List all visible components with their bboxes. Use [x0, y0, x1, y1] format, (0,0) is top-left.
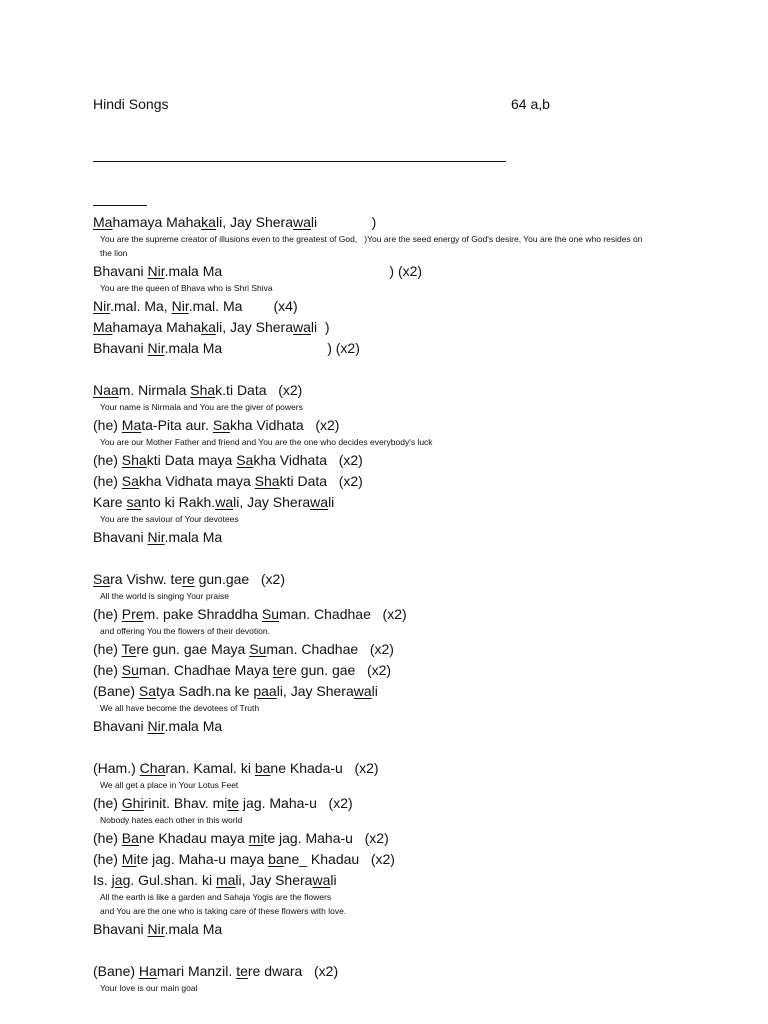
lyric-text: jag. Maha-u (x2) [239, 795, 353, 811]
lyric-text: (Ham.) [93, 760, 140, 776]
lyric-line [93, 569, 693, 590]
stressed-syllable: Nir [147, 921, 165, 937]
lyric-line [93, 415, 693, 436]
translation-note: All the world is singing Your praise [100, 591, 229, 601]
lyrics-body [93, 212, 693, 996]
lyric-line [93, 492, 693, 513]
stressed-syllable: ba [268, 851, 284, 867]
lyric-text: (he) [93, 641, 122, 657]
stressed-syllable: Sa [212, 417, 230, 433]
lyric-line [93, 639, 693, 660]
stressed-syllable: paa [253, 683, 277, 699]
lyric-text: .mal. Ma (x4) [188, 298, 298, 314]
section-divider [93, 205, 147, 206]
stressed-syllable: te [227, 795, 240, 811]
stressed-syllable: Ma [93, 319, 113, 335]
lyric-text: Bhavani [93, 718, 148, 734]
lyric-line [93, 849, 693, 870]
stressed-syllable: wa [293, 319, 311, 335]
stressed-syllable: Cha [139, 760, 166, 776]
lyric-line [93, 604, 693, 625]
lyric-line [93, 716, 693, 737]
stressed-syllable: Su [261, 606, 280, 622]
translation-note: and You are the one who is taking care of these flowers with love. [100, 906, 347, 916]
stressed-syllable: Nir [171, 298, 189, 314]
lyric-text: m. Nirmala [118, 382, 191, 398]
translation-note: Your name is Nirmala and You are the giver of powers [100, 402, 303, 412]
lyric-text: mari Manzil. [156, 963, 237, 979]
lyric-text: (he) [93, 417, 122, 433]
lyric-text: (Bane) [93, 683, 139, 699]
lyric-line [93, 660, 693, 681]
translation-note: Nobody hates each other in this world [100, 815, 243, 825]
lyric-text: (he) [93, 795, 122, 811]
lyric-text: .mala Ma ) (x2) [164, 263, 423, 279]
lyric-text: .mala Ma ) (x2) [164, 340, 360, 356]
lyric-line [93, 317, 693, 338]
stressed-syllable: Ma [121, 417, 142, 433]
stressed-syllable: Ma [93, 214, 113, 230]
translation-note: You are our Mother Father and friend and You are the one who decides everybody's luck [100, 437, 433, 447]
lyric-line [93, 870, 693, 891]
lyric-text: nto ki Rakh. [141, 494, 216, 510]
lyric-text: kti Data (x2) [279, 473, 363, 489]
translation-note: Your love is our main goal [100, 983, 198, 993]
lyric-text: te jag. Maha-u maya [136, 851, 269, 867]
stressed-syllable: wa [293, 214, 311, 230]
lyric-text: k.ti Data (x2) [215, 382, 303, 398]
lyric-line [93, 758, 693, 779]
stanza-gap [93, 359, 693, 380]
lyric-text: Kare [93, 494, 127, 510]
stressed-syllable: Nir [93, 298, 111, 314]
lyric-text: li, Jay Shera [233, 494, 311, 510]
stressed-syllable: Sha [190, 382, 216, 398]
lyric-line [93, 527, 693, 548]
lyric-line [93, 919, 693, 940]
stressed-syllable: Nir [147, 718, 165, 734]
lyric-text: .mal. Ma, [110, 298, 172, 314]
lyric-text: (he) [93, 606, 122, 622]
lyric-line [93, 681, 693, 702]
stressed-syllable: Su [121, 662, 139, 678]
lyric-text: g. Gul.shan. ki [122, 872, 216, 888]
stressed-syllable: ba [254, 760, 271, 776]
stressed-syllable: mi [248, 830, 264, 846]
lyric-line [93, 450, 693, 471]
stressed-syllable: wa [310, 494, 329, 510]
lyric-text: ne Khada-u (x2) [270, 760, 379, 776]
lyric-text: li, Jay Shera [276, 683, 354, 699]
translation-note: and offering You the flowers of their devotion. [100, 626, 270, 636]
lyric-line [93, 471, 693, 492]
lyric-text: kha Vidhata (x2) [253, 452, 363, 468]
lyric-text: re gun. gae Maya [136, 641, 250, 657]
stressed-syllable: Nir [147, 529, 165, 545]
lyric-line [93, 961, 693, 982]
header-divider [93, 161, 506, 162]
stressed-syllable: Nir [147, 263, 165, 279]
stressed-syllable: ja [111, 872, 123, 888]
lyric-line [93, 828, 693, 849]
stressed-syllable: Naa [93, 382, 119, 398]
translation-note: You are the queen of Bhava who is Shri Shiva [100, 283, 273, 293]
stressed-syllable: Sa [121, 473, 139, 489]
lyric-line [93, 380, 693, 401]
lyric-text: (he) [93, 830, 122, 846]
stressed-syllable: Sha [254, 473, 280, 489]
lyric-text: te jag. Maha-u (x2) [263, 830, 389, 846]
lyric-text: re gun. gae (x2) [284, 662, 392, 678]
stressed-syllable: Te [121, 641, 137, 657]
lyric-text: ne_ Khadau (x2) [283, 851, 395, 867]
stressed-syllable: Sha [121, 452, 147, 468]
lyric-text: Is. [93, 872, 112, 888]
stanza-gap [93, 940, 693, 961]
stressed-syllable: te [236, 963, 248, 979]
lyric-text: re dwara (x2) [247, 963, 339, 979]
lyric-text: li ) [310, 319, 330, 335]
lyric-text: (he) [93, 851, 122, 867]
lyric-text: m. pake Shraddha [143, 606, 262, 622]
lyric-text: tya Sadh.na ke [156, 683, 254, 699]
stressed-syllable: sa [126, 494, 142, 510]
lyric-text: .mala Ma [164, 718, 223, 734]
lyric-text: .mala Ma [164, 529, 223, 545]
lyric-text: .mala Ma [164, 921, 223, 937]
stressed-syllable: Ba [121, 830, 139, 846]
lyric-text: gun.gae (x2) [194, 571, 285, 587]
translation-note: the lion [100, 248, 128, 258]
stressed-syllable: ka [201, 214, 216, 230]
lyric-text: (he) [93, 662, 122, 678]
lyric-text: kti Data maya [146, 452, 237, 468]
lyric-text: ne Khadau maya [138, 830, 249, 846]
lyric-text: li [328, 494, 335, 510]
lyric-text: Bhavani [93, 263, 148, 279]
stressed-syllable: wa [353, 683, 372, 699]
stressed-syllable: wa [215, 494, 234, 510]
lyric-text: man. Chadhae (x2) [266, 641, 394, 657]
stressed-syllable: Ghi [121, 795, 144, 811]
stressed-syllable: Sa [138, 683, 157, 699]
lyric-text: kha Vidhata (x2) [229, 417, 340, 433]
lyric-line [93, 338, 693, 359]
stanza-gap [93, 548, 693, 569]
lyric-text: li [371, 683, 378, 699]
lyric-text: ran. Kamal. ki [165, 760, 255, 776]
lyric-text: li, Jay Shera [215, 214, 294, 230]
lyric-text: li, Jay Shera [215, 319, 294, 335]
lyric-text: Bhavani [93, 529, 148, 545]
stressed-syllable: re [182, 571, 195, 587]
lyric-text: man. Chadhae Maya [138, 662, 273, 678]
translation-note: You are the saviour of Your devotees [100, 514, 239, 524]
stressed-syllable: Sa [236, 452, 254, 468]
stressed-syllable: ka [201, 319, 216, 335]
lyric-text: ra Vishw. te [110, 571, 183, 587]
stanza-gap [93, 737, 693, 758]
stressed-syllable: wa [312, 872, 331, 888]
translation-note: You are the supreme creator of illusions even to the greatest of God, )You are the seed energy of God's desire, You are the one who resides on [100, 234, 643, 244]
stressed-syllable: ma [215, 872, 236, 888]
lyric-text: li, Jay Shera [235, 872, 313, 888]
lyric-text: Bhavani [93, 340, 148, 356]
lyric-text: kha Vidhata maya [138, 473, 255, 489]
lyric-text: Bhavani [93, 921, 148, 937]
lyric-line [93, 261, 693, 282]
translation-note: We all get a place in Your Lotus Feet [100, 780, 239, 790]
stressed-syllable: Pre [121, 606, 144, 622]
lyric-text: (Bane) [93, 963, 139, 979]
lyric-text: li [330, 872, 337, 888]
lyric-text: hamaya Maha [112, 214, 202, 230]
stressed-syllable: te [272, 662, 285, 678]
lyric-text: (he) [93, 473, 122, 489]
stressed-syllable: Su [249, 641, 267, 657]
stressed-syllable: Mi [121, 851, 137, 867]
stressed-syllable: Ha [138, 963, 157, 979]
stressed-syllable: Sa [93, 571, 111, 587]
lyric-text: (he) [93, 452, 122, 468]
lyric-line [93, 296, 693, 317]
lyric-text: hamaya Maha [112, 319, 202, 335]
lyric-text: li ) [310, 214, 377, 230]
lyric-line [93, 793, 693, 814]
translation-note: All the earth is like a garden and Sahaja Yogis are the flowers [100, 892, 332, 902]
lyric-text: rinit. Bhav. mi [143, 795, 228, 811]
lyric-line [93, 212, 693, 233]
stressed-syllable: Nir [147, 340, 165, 356]
document-title: Hindi Songs [93, 96, 169, 112]
lyric-text: man. Chadhae (x2) [279, 606, 407, 622]
page-reference: 64 a,b [511, 96, 550, 112]
translation-note: We all have become the devotees of Truth [100, 703, 260, 713]
lyric-text: ta-Pita aur. [141, 417, 213, 433]
